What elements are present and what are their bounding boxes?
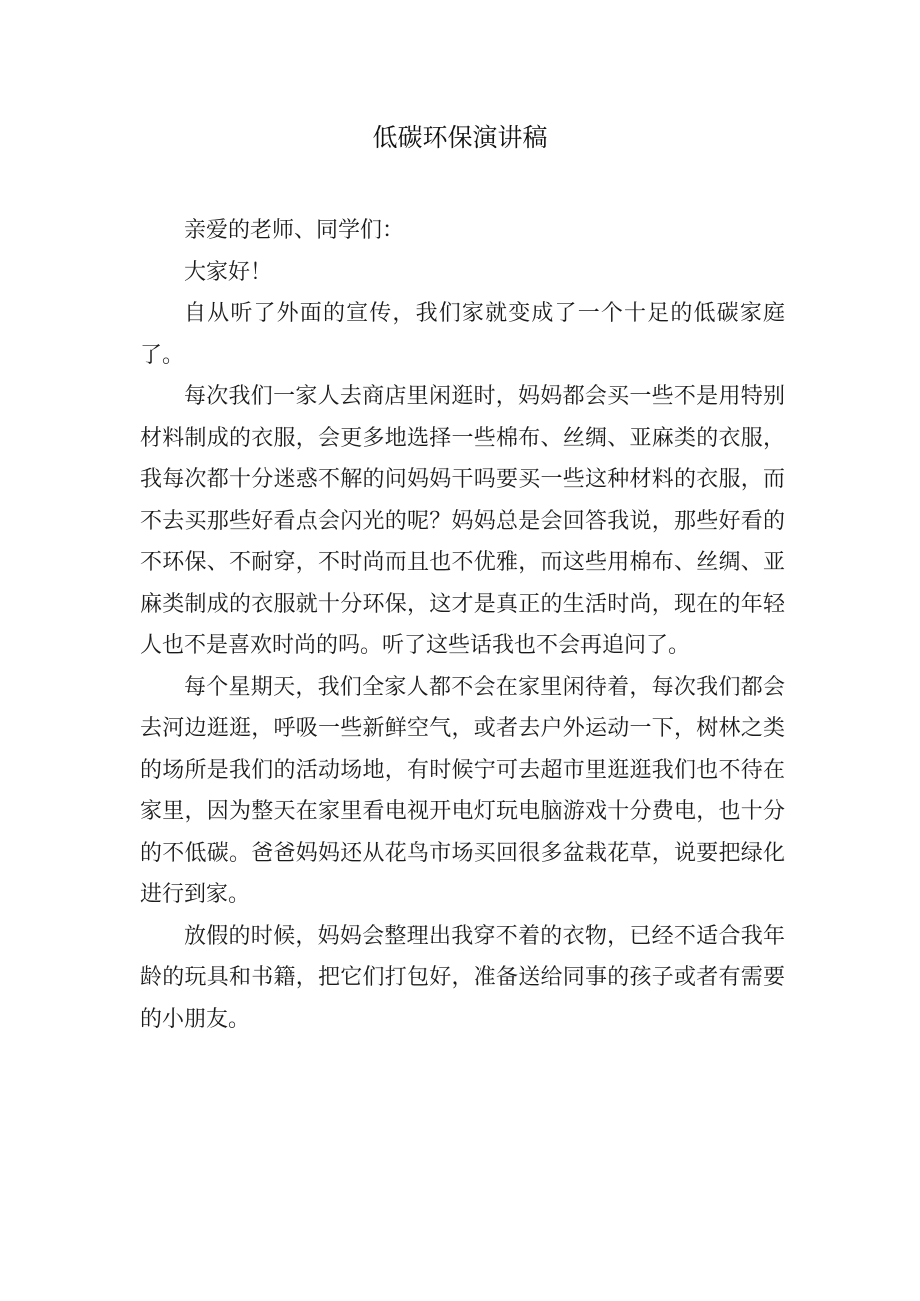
body-paragraph: 放假的时候，妈妈会整理出我穿不着的衣物，已经不适合我年龄的玩具和书籍，把它们打包好，准备送给同事的孩子或者有需要的小朋友。 [140, 923, 785, 1032]
salutation-paragraph: 亲爱的老师、同学们： [184, 218, 405, 243]
greeting-paragraph: 大家好！ [184, 259, 273, 285]
body-paragraph: 每次我们一家人去商店里闲逛时，妈妈都会买一些不是用特别材料制成的衣服，会更多地选择一些棉布、丝绸、亚麻类的衣服，我每次都十分迷惑不解的问妈妈干吗要买一些这种材料的衣服，而不去买那些好看点会闪光的呢？妈妈总是会回答我说，那些好看的不环保、不耐穿，不时尚而且也不优雅，而这些用棉布、丝绸、亚麻类制成的衣服就十分环保，这才是真正的生活时尚，现在的年轻人也不是喜欢时尚的吗。听了这些话我也不会再追问了。 [140, 384, 785, 658]
document-title: 低碳环保演讲稿 [372, 123, 548, 152]
document-body [140, 210, 785, 1040]
body-paragraph: 每个星期天，我们全家人都不会在家里闲待着，每次我们都会去河边逛逛，呼吸一些新鲜空气，或者去户外运动一下，树林之类的场所是我们的活动场地，有时候宁可去超市里逛逛我们也不待在家里，因为整天在家里看电视开电灯玩电脑游戏十分费电，也十分的不低碳。爸爸妈妈还从花鸟市场买回很多盆栽花草，说要把绿化进行到家。 [140, 674, 785, 907]
body-paragraph: 自从听了外面的宣传，我们家就变成了一个十足的低碳家庭了。 [140, 301, 785, 368]
